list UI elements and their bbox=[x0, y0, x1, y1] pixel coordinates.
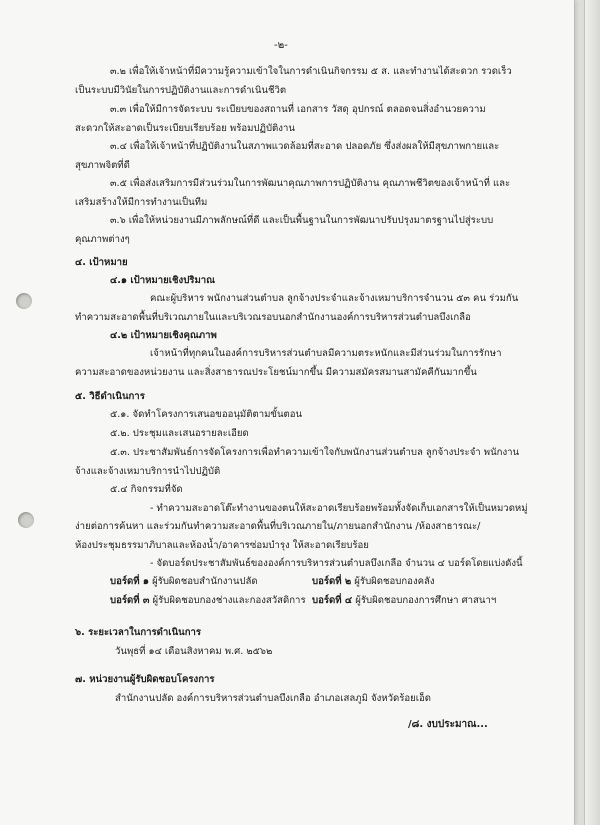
text-line: ๓.๒ เพื่อให้เจ้าหน้าที่มีความรู้ความเข้าใจในการดำเนินกิจกรรม ๕ ส. และทำงานได้สะดวก รวดเร็ว bbox=[110, 66, 512, 77]
text-line: เจ้าหน้าที่ทุกคนในองค์การบริหารส่วนตำบลมีความตระหนักและมีส่วนร่วมในการรักษา bbox=[150, 348, 502, 359]
text-line: ๓.๕ เพื่อส่งเสริมการมีส่วนร่วมในการพัฒนาคุณภาพการปฏิบัติงาน คุณภาพชีวิตของเจ้าหน้าที่ และ bbox=[110, 178, 511, 189]
text-line: สะดวกให้สะอาดเป็นระเบียบเรียบร้อย พร้อมปฏิบัติงาน bbox=[75, 123, 295, 134]
text-line: ๓.๔ เพื่อให้เจ้าหน้าที่ปฏิบัติงานในสภาพแวดล้อมที่สะอาด ปลอดภัย ซึ่งส่งผลให้มีสุขภาพกายและ bbox=[110, 141, 500, 152]
continuation-footer: /๘. งบประมาณ... bbox=[408, 719, 488, 730]
punch-hole-bottom bbox=[18, 512, 34, 528]
text-line: ความสะอาดของหน่วยงาน และสิ่งสาธารณประโยชน์มากขึ้น มีความสมัครสมานสามัคคีกันมากขึ้น bbox=[75, 367, 477, 378]
board-item bbox=[312, 594, 496, 608]
board-label: บอร์ดที่ ๑ bbox=[110, 576, 149, 587]
text-line: ๕.๑. จัดทำโครงการเสนอขออนุมัติตามขั้นตอน bbox=[110, 409, 303, 420]
section-heading: ๕. วิธีดำเนินการ bbox=[75, 391, 145, 402]
board-label: บอร์ดที่ ๒ bbox=[312, 576, 352, 587]
text-line: ๕.๒. ประชุมและเสนอรายละเอียด bbox=[110, 428, 249, 439]
board-label: บอร์ดที่ ๓ bbox=[110, 595, 150, 606]
board-owner: ผู้รับผิดชอบกองช่างและกองสวัสดิการ bbox=[152, 595, 306, 606]
text-line: ง่ายต่อการค้นหา และร่วมกันทำความสะอาดพื้นที่บริเวณภายใน/ภายนอกสำนักงาน /ห้องสาธารณะ/ bbox=[75, 521, 481, 532]
board-owner: ผู้รับผิดชอบกองคลัง bbox=[354, 576, 435, 587]
text-line: ๓.๓ เพื่อให้มีการจัดระบบ ระเบียบของสถานที่ เอกสาร วัสดุ อุปกรณ์ ตลอดจนสิ่งอำนวยความ bbox=[110, 104, 486, 115]
page-number: -๒- bbox=[274, 40, 288, 51]
board-label: บอร์ดที่ ๔ bbox=[312, 595, 353, 606]
board-item bbox=[312, 575, 435, 589]
subsection-heading: ๔.๑ เป้าหมายเชิงปริมาณ bbox=[110, 275, 216, 286]
text-line: เสริมสร้างให้มีการทำงานเป็นทีม bbox=[75, 197, 208, 208]
section-heading: ๗. หน่วยงานผู้รับผิดชอบโครงการ bbox=[75, 674, 215, 685]
text-line: ห้องประชุมธรรมาภิบาลและห้องน้ำ/อาคารซ่อมบำรุง ให้สะอาดเรียบร้อย bbox=[75, 540, 369, 551]
text-line: ทำความสะอาดพื้นที่บริเวณภายในและบริเวณรอบนอกสำนักงานองค์การบริหารส่วนตำบลบึงเกลือ bbox=[75, 312, 471, 323]
text-line: สำนักงานปลัด องค์การบริหารส่วนตำบลบึงเกลือ อำเภอเสลภูมิ จังหวัดร้อยเอ็ด bbox=[115, 693, 432, 704]
board-item bbox=[110, 594, 306, 608]
text-line: ๓.๖ เพื่อให้หน่วยงานมีภาพลักษณ์ที่ดี และเป็นพื้นฐานในการพัฒนาปรับปรุงมาตรฐานไปสู่ระบบ bbox=[110, 215, 494, 226]
text-line: - จัดบอร์ดประชาสัมพันธ์ขององค์การบริหารส่วนตำบลบึงเกลือ จำนวน ๔ บอร์ดโดยแบ่งดังนี้ bbox=[150, 558, 523, 569]
section-heading: ๖. ระยะเวลาในการดำเนินการ bbox=[75, 627, 202, 638]
board-item bbox=[110, 575, 258, 589]
text-line: คณะผู้บริหาร พนักงานส่วนตำบล ลูกจ้างประจำและจ้างเหมาบริการจำนวน ๕๓ คน ร่วมกัน bbox=[150, 293, 519, 304]
subsection-heading: ๔.๒ เป้าหมายเชิงคุณภาพ bbox=[110, 330, 217, 341]
text-line: จ้างและจ้างเหมาบริการนำไปปฏิบัติ bbox=[75, 466, 221, 477]
punch-hole-top bbox=[16, 293, 32, 309]
text-line: - ทำความสะอาดโต๊ะทำงานของตนให้สะอาดเรียบร้อยพร้อมทั้งจัดเก็บเอกสารให้เป็นหมวดหมู่ bbox=[150, 503, 528, 514]
page-stack-edge-2 bbox=[584, 0, 600, 825]
board-owner: ผู้รับผิดชอบสำนักงานปลัด bbox=[152, 576, 258, 587]
text-line: เป็นระบบมีวินัยในการปฏิบัติงานและการดำเนินชีวิต bbox=[75, 85, 287, 96]
text-line: ๕.๓. ประชาสัมพันธ์การจัดโครงการเพื่อทำความเข้าใจกับพนักงานส่วนตำบล ลูกจ้างประจำ พนักงาน bbox=[110, 447, 520, 458]
section-heading: ๔. เป้าหมาย bbox=[75, 257, 128, 268]
text-line: สุขภาพจิตที่ดี bbox=[75, 160, 130, 171]
text-line: วันพุธที่ ๑๔ เดือนสิงหาคม พ.ศ. ๒๕๖๒ bbox=[115, 646, 273, 657]
text-line: คุณภาพต่างๆ bbox=[75, 234, 130, 245]
board-owner: ผู้รับผิดชอบกองการศึกษา ศาสนาฯ bbox=[355, 595, 497, 606]
text-line: ๕.๔ กิจกรรมที่จัด bbox=[110, 484, 183, 495]
